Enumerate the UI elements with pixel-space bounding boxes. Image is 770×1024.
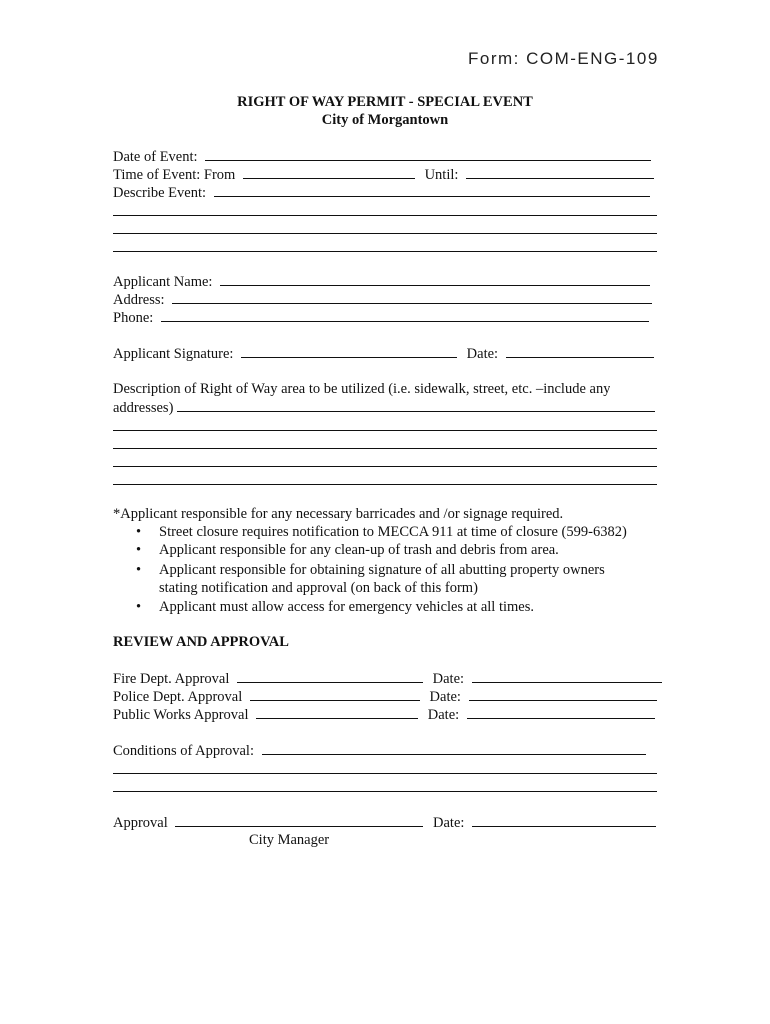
applicant-signature-label: Applicant Signature: [113, 346, 234, 362]
public-works-approval-field[interactable] [256, 705, 418, 719]
conditions-line[interactable] [113, 791, 657, 792]
fire-approval-field[interactable] [237, 669, 423, 683]
list-item-text: Applicant responsible for any clean-up of trash and debris from area. [159, 542, 559, 558]
date-of-event-row [113, 147, 651, 166]
city-manager-caption: City Manager [249, 832, 330, 848]
describe-event-row [113, 183, 650, 202]
signature-date-field[interactable] [506, 344, 654, 358]
applicant-signature-row [113, 344, 654, 363]
approval-date-label: Date: [433, 815, 465, 831]
applicant-name-label: Applicant Name: [113, 274, 213, 290]
fire-date-field[interactable] [472, 669, 662, 683]
address-row [113, 290, 652, 309]
conditions-label: Conditions of Approval: [113, 743, 254, 759]
public-works-date-field[interactable] [467, 705, 655, 719]
police-date-label: Date: [429, 689, 461, 705]
police-approval-label: Police Dept. Approval [113, 689, 243, 705]
conditions-line[interactable] [113, 773, 657, 774]
time-until-label: Until: [424, 167, 459, 183]
list-item-text: Applicant must allow access for emergency vehicles at all times. [159, 599, 534, 615]
phone-row [113, 308, 649, 327]
bullet-icon: • [136, 542, 142, 558]
public-works-date-label: Date: [427, 707, 460, 723]
final-approval-row [113, 813, 656, 832]
time-until-field[interactable] [466, 165, 654, 179]
describe-event-line[interactable] [113, 251, 657, 252]
police-date-field[interactable] [469, 687, 657, 701]
approval-label: Approval [113, 815, 168, 831]
describe-event-label: Describe Event: [113, 185, 207, 201]
area-description-line[interactable] [113, 448, 657, 449]
bullet-icon: • [136, 524, 142, 540]
area-description-line[interactable] [113, 430, 657, 431]
list-item-text: Street closure requires notification to MECCA 911 at time of closure (599-6382) [159, 524, 627, 540]
form-code: Form: COM-ENG-109 [468, 49, 659, 68]
list-item-continuation: stating notification and approval (on back of this form) [159, 580, 478, 596]
area-description-row [113, 398, 655, 417]
review-heading: REVIEW AND APPROVAL [113, 634, 289, 650]
phone-field[interactable] [161, 308, 649, 322]
date-of-event-field[interactable] [205, 147, 651, 161]
fire-approval-row [113, 669, 662, 688]
police-approval-row [113, 687, 657, 706]
city-manager-signature-field[interactable] [175, 813, 423, 827]
area-description-line2: addresses) [113, 400, 174, 416]
applicant-name-field[interactable] [220, 272, 650, 286]
time-of-event-row [113, 165, 654, 184]
approval-date-field[interactable] [472, 813, 656, 827]
fire-date-label: Date: [432, 671, 465, 687]
bullet-icon: • [136, 599, 142, 615]
fire-approval-label: Fire Dept. Approval [113, 671, 230, 687]
describe-event-line[interactable] [113, 215, 657, 216]
area-description-field[interactable] [177, 398, 655, 412]
time-from-label: Time of Event: From [113, 167, 236, 183]
form-subtitle: City of Morgantown [321, 112, 449, 128]
address-label: Address: [113, 292, 165, 308]
phone-label: Phone: [113, 310, 154, 326]
address-field[interactable] [172, 290, 652, 304]
signature-date-label: Date: [466, 346, 499, 362]
applicant-signature-field[interactable] [241, 344, 457, 358]
describe-event-field[interactable] [214, 183, 650, 197]
police-approval-field[interactable] [250, 687, 420, 701]
public-works-approval-row [113, 705, 655, 724]
public-works-approval-label: Public Works Approval [113, 707, 249, 723]
conditions-row [113, 741, 646, 760]
time-from-field[interactable] [243, 165, 415, 179]
conditions-field[interactable] [262, 741, 646, 755]
area-description-line1: Description of Right of Way area to be utilized (i.e. sidewalk, street, etc. –include any [113, 381, 611, 397]
bullet-icon: • [136, 562, 142, 578]
list-item-text: Applicant responsible for obtaining signature of all abutting property owners [159, 562, 605, 578]
date-of-event-label: Date of Event: [113, 149, 198, 165]
form-title: RIGHT OF WAY PERMIT - SPECIAL EVENT [237, 94, 533, 110]
describe-event-line[interactable] [113, 233, 657, 234]
barricade-note: *Applicant responsible for any necessary barricades and /or signage required. [113, 506, 564, 522]
area-description-line[interactable] [113, 466, 657, 467]
area-description-line[interactable] [113, 484, 657, 485]
applicant-name-row [113, 272, 650, 291]
